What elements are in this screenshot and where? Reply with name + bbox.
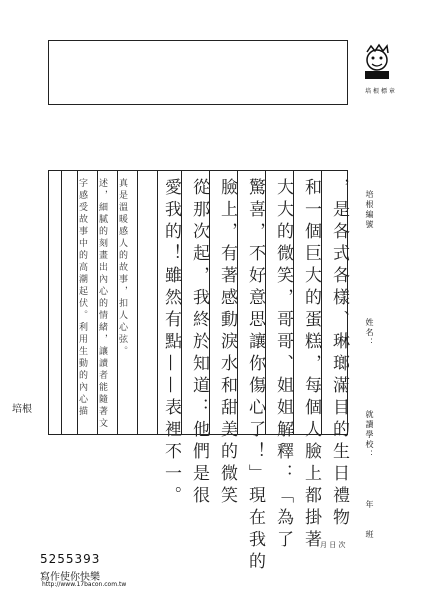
- header-box: [48, 40, 348, 105]
- logo-caption: 培 根 標 章: [365, 88, 395, 95]
- essay-column-7: 愛我的！雖然有點——表裡不一。: [161, 178, 181, 508]
- school-label: 就讀學校：: [365, 410, 374, 460]
- date-label: 月 日 次: [320, 541, 346, 549]
- class-label: 班: [365, 530, 374, 540]
- name-label: 姓名：: [365, 318, 374, 348]
- essay-column-4: 驚喜，不好意思讓你傷心了！」現在我的: [245, 178, 265, 574]
- essay-column-6: 從那次起，我終於知道：他們是很: [189, 178, 209, 508]
- bacon-mascot-logo-icon: [355, 40, 400, 85]
- comment-column-1: 真是溫暖感人的故事，扣人心弦。: [117, 178, 127, 358]
- essay-column-2: 和一個巨大的蛋糕，每個人臉上都掛著: [301, 178, 321, 552]
- comment-column-3: 字感受故事中的高潮起伏。利用生動的內心描: [77, 178, 87, 418]
- grade-label: 年: [365, 500, 374, 510]
- code-label: 培根編號: [365, 190, 374, 230]
- footer-url: http://www.17bacon.com.tw: [42, 581, 127, 588]
- essay-column-3: 大大的微笑，哥哥、姐姐解釋：「為了: [273, 178, 293, 552]
- essay-column-5: 臉上，有著感動淚水和甜美的微笑: [217, 178, 237, 508]
- essay-column-1: ，是各式各樣、琳瑯滿目的生日禮物: [329, 178, 349, 530]
- grader-name: 培根: [12, 404, 32, 415]
- footer-slogan: 寫作使你快樂: [40, 572, 100, 583]
- footer-code: 5255393: [40, 552, 101, 566]
- comment-column-2: 述，細膩的刻畫出內心的情緒，讓讀者能隨著文: [97, 178, 107, 430]
